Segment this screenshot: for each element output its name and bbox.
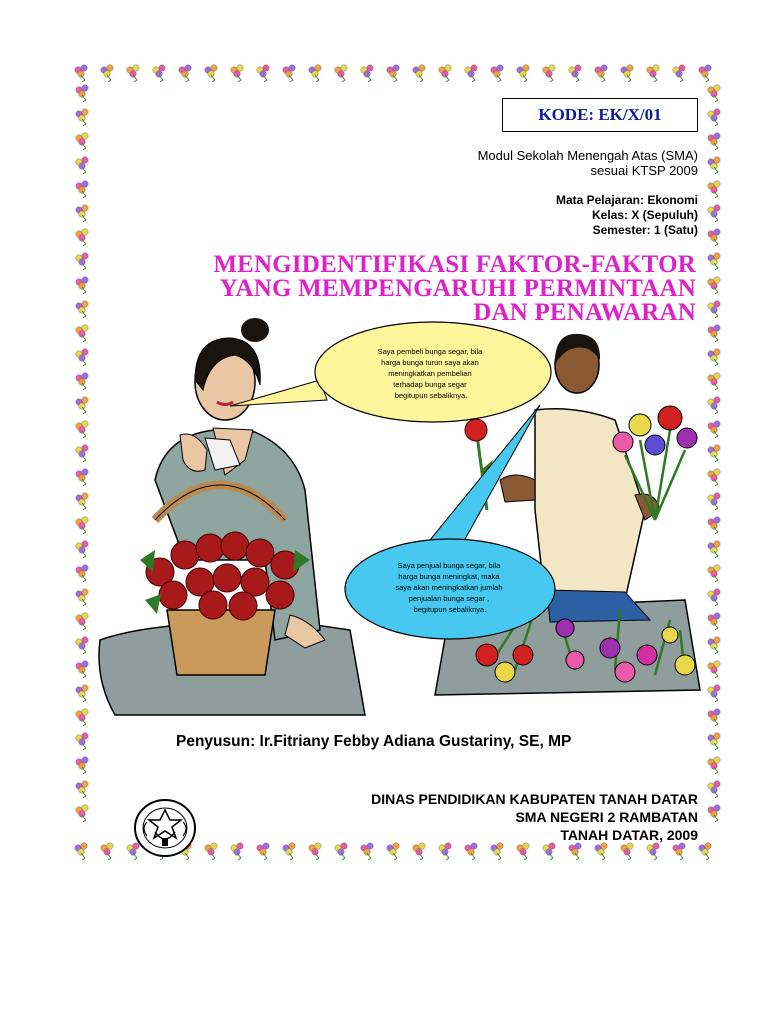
flower-motif (708, 781, 720, 798)
flower-motif (569, 843, 581, 860)
module-line-2: sesuai KTSP 2009 (590, 163, 698, 178)
flower-motif (257, 65, 269, 82)
flower-motif (708, 349, 720, 366)
flower-motif (76, 469, 88, 486)
flower-motif (76, 709, 88, 726)
flower-motif (76, 133, 88, 150)
subject-line: Mata Pelajaran: Ekonomi (555, 193, 698, 207)
flower-motif (699, 843, 711, 860)
flower-motif (708, 637, 720, 654)
flower-motif (569, 65, 581, 82)
flower-motif (76, 253, 88, 270)
flower-motif (76, 589, 88, 606)
flower-motif (76, 325, 88, 342)
flower-motif (257, 843, 269, 860)
flower-motif (309, 65, 321, 82)
flower-motif (491, 843, 503, 860)
flower-motif (387, 843, 399, 860)
buyer-speech-bubble (230, 322, 551, 422)
flower-motif (76, 541, 88, 558)
flower-motif (517, 65, 529, 82)
flower-motif (465, 843, 477, 860)
flower-motif (595, 65, 607, 82)
buyer-text-1: Saya pembeli bunga segar, bila (377, 347, 483, 356)
flower-motif (76, 781, 88, 798)
flower-motif (708, 109, 720, 126)
flower-motif (76, 301, 88, 318)
flower-motif (708, 253, 720, 270)
flower-motif (76, 517, 88, 534)
flower-motif (76, 493, 88, 510)
flower-motif (543, 65, 555, 82)
flower-motif (413, 65, 425, 82)
flower-motif (76, 181, 88, 198)
flower-motif (465, 65, 477, 82)
flower-motif (76, 373, 88, 390)
class-line: Kelas: X (Sepuluh) (591, 208, 698, 222)
flower-motif (673, 65, 685, 82)
flower-motif (491, 65, 503, 82)
flower-motif (231, 65, 243, 82)
buyer-text-5: begitupun sebaliknya. (394, 391, 468, 400)
seller-text-3: saya akan meningkatkan jumlah (395, 583, 503, 592)
title-line-1: MENGIDENTIFIKASI FAKTOR-FAKTOR (213, 251, 696, 278)
flower-motif (708, 205, 720, 222)
subject-info (556, 193, 698, 238)
flower-motif (361, 843, 373, 860)
flower-motif (335, 843, 347, 860)
illustration (95, 310, 705, 720)
flower-motif (708, 301, 720, 318)
flower-motif (75, 843, 87, 860)
seller-text-5: begitupun sebaliknya. (413, 605, 487, 614)
flower-motif (621, 65, 633, 82)
flower-motif (205, 843, 217, 860)
flower-motif (708, 517, 720, 534)
flower-motif (76, 397, 88, 414)
flower-motif (708, 493, 720, 510)
flower-motif (708, 445, 720, 462)
flower-motif (708, 589, 720, 606)
flower-motif (708, 85, 720, 102)
flower-motif (708, 757, 720, 774)
seller-speech-bubble (345, 405, 555, 639)
flower-motif (76, 157, 88, 174)
flower-motif (543, 843, 555, 860)
module-info (478, 148, 698, 178)
tut-wuri-handayani-logo (133, 798, 197, 858)
flower-motif (76, 445, 88, 462)
flower-motif (439, 843, 451, 860)
buyer-text-2: harga bunga turun saya akan (381, 358, 479, 367)
institution-line-1: DINAS PENDIDIKAN KABUPATEN TANAH DATAR (371, 791, 698, 807)
seller-text-2: harga bunga meningkat, maka (398, 572, 500, 581)
flower-motif (647, 843, 659, 860)
flower-motif (76, 421, 88, 438)
seller-text-1: Saya penjual bunga segar, bila (397, 561, 501, 570)
flower-motif (205, 65, 217, 82)
flower-motif (127, 65, 139, 82)
module-line-1: Modul Sekolah Menengah Atas (SMA) (477, 148, 698, 163)
flower-motif (708, 565, 720, 582)
flower-motif (708, 733, 720, 750)
flower-motif (439, 65, 451, 82)
flower-border-top (72, 62, 728, 82)
institution-line-2: SMA NEGERI 2 RAMBATAN (515, 809, 698, 825)
flower-motif (76, 349, 88, 366)
flower-motif (708, 181, 720, 198)
flower-motif (76, 85, 88, 102)
institution-line-3: TANAH DATAR, 2009 (560, 827, 698, 843)
module-code: KODE: EK/X/01 (538, 105, 662, 124)
flower-motif (708, 709, 720, 726)
module-code-box (502, 98, 698, 132)
flower-motif (76, 685, 88, 702)
flower-motif (76, 757, 88, 774)
flower-motif (231, 843, 243, 860)
flower-motif (708, 397, 720, 414)
flower-motif (76, 109, 88, 126)
flower-motif (75, 65, 87, 82)
title-line-2: YANG MEMPENGARUHI PERMINTAAN (219, 275, 696, 302)
flower-motif (101, 65, 113, 82)
flower-motif (708, 373, 720, 390)
flower-motif (361, 65, 373, 82)
flower-motif (621, 843, 633, 860)
flower-motif (699, 65, 711, 82)
flower-border-left (72, 82, 94, 840)
flower-motif (153, 65, 165, 82)
flower-motif (708, 421, 720, 438)
flower-border-right (704, 82, 726, 840)
flower-motif (283, 65, 295, 82)
flower-motif (708, 157, 720, 174)
flower-motif (335, 65, 347, 82)
flower-motif (283, 843, 295, 860)
author-line: Penyusun: Ir.Fitriany Febby Adiana Gustariny, SE, MP (176, 733, 572, 750)
buyer-text-4: terhadap bunga segar (393, 380, 467, 389)
flower-motif (76, 733, 88, 750)
flower-motif (76, 637, 88, 654)
flower-motif (708, 277, 720, 294)
flower-motif (76, 661, 88, 678)
flower-motif (708, 469, 720, 486)
flower-motif (708, 661, 720, 678)
flower-motif (708, 325, 720, 342)
title-line-3: DAN PENAWARAN (473, 299, 696, 326)
flower-motif (708, 613, 720, 630)
flower-motif (708, 541, 720, 558)
institution-block (371, 790, 698, 844)
flower-motif (413, 843, 425, 860)
buyer-text-3: meningkatkan pembelian (388, 369, 472, 378)
flower-motif (76, 205, 88, 222)
flower-motif (708, 805, 720, 822)
flower-motif (309, 843, 321, 860)
flower-motif (101, 843, 113, 860)
flower-motif (76, 229, 88, 246)
flower-motif (76, 277, 88, 294)
flower-motif (673, 843, 685, 860)
flower-motif (647, 65, 659, 82)
flower-motif (387, 65, 399, 82)
flower-motif (517, 843, 529, 860)
flower-motif (76, 805, 88, 822)
seller-text-4: penjualan bunga segar , (408, 594, 490, 603)
flower-motif (76, 565, 88, 582)
flower-motif (76, 613, 88, 630)
flower-motif (179, 65, 191, 82)
flower-motif (595, 843, 607, 860)
flower-motif (708, 229, 720, 246)
flower-motif (708, 133, 720, 150)
flower-motif (708, 685, 720, 702)
semester-line: Semester: 1 (Satu) (592, 223, 698, 237)
